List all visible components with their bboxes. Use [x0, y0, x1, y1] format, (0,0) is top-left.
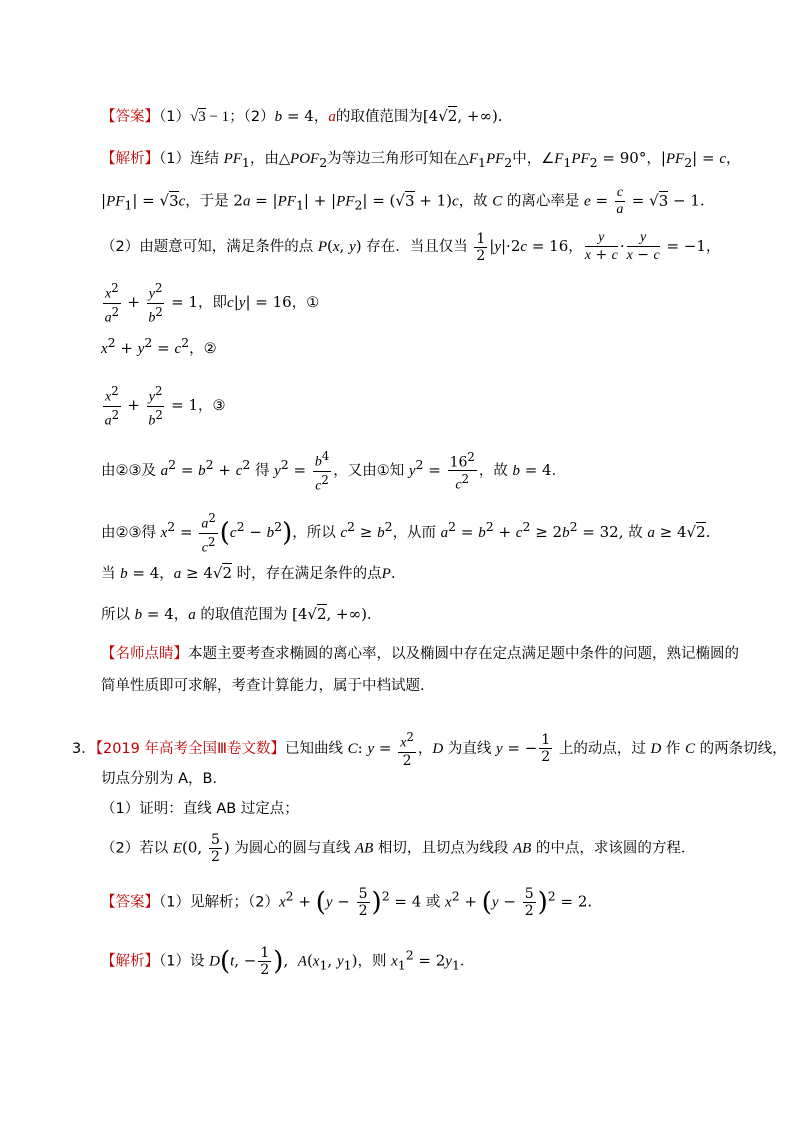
- analysis-line-6: $\frac{x^2}{a^2}$ + $\frac{y^2}{b^2}$ = 1，③: [104, 384, 226, 429]
- q3-analysis-tag: 【解析】: [101, 953, 159, 970]
- teacher-note-tag: 【名师点睛】: [101, 646, 188, 662]
- teacher-note-line-1: 【名师点睛】本题主要考查求椭圆的离心率，以及椭圆中存在定点满足题中条件的问题，熟记椭圆的: [101, 646, 739, 662]
- answer-tag: 【答案】: [101, 109, 159, 125]
- question-3-part-2: （2）若以 E(0, $\frac{5}{2}$ ) 为圆心的圆与直线 AB 相切，且切点为线段 AB 的中点，求该圆的方程．: [101, 832, 696, 865]
- analysis-tag: 【解析】: [101, 151, 159, 167]
- question-3-line-2: 切点分别为 A，B．: [101, 771, 227, 787]
- q3-answer-tag: 【答案】: [101, 894, 159, 911]
- analysis-line-5: $x^2 + y^2 = c^2$，②: [101, 335, 217, 357]
- analysis-line-3: （2）由题意可知，满足条件的点 P(x, y) 存在．当且仅当 $\frac{1}{2}$ |y|·2c = 16， $\frac{y}{x + c}$ · $\frac{y}{x - c}$ = −1，: [101, 230, 721, 264]
- answer-line-1: 【答案】（1）√3 − 1；（2）b = 4，a的取值范围为[4√2, +∞).: [101, 107, 503, 125]
- question-source: 【2019 年高考全国Ⅲ卷文数】: [95, 740, 285, 757]
- analysis-line-10: 所以 b = 4，a 的取值范围为 [4√2, +∞)．: [101, 605, 382, 623]
- analysis-line-8: 由②③得 $x^2$ = $\frac{a^2}{c^2}$ $(c^2 - b^2)$，所以 $c^2 \ge b^2$，从而 $a^2 = b^2 + c^2 \ge 2b^2 = 32$, 故 a ≥ 4√2.: [101, 511, 711, 556]
- analysis-line-7: 由②③及 $a^2 = b^2 + c^2$ 得 $y^2$ = $\frac{b^4}{c^2}$ ，又由①知 $y^2$ = $\frac{16^2}{c^2}$ ，故 b = 4．: [101, 449, 567, 494]
- analysis-line-9: 当 b = 4，a ≥ 4√2 时，存在满足条件的点P.: [101, 564, 396, 582]
- question-3-line-1: 3．【2019 年高考全国Ⅲ卷文数】已知曲线 C: y = $\frac{x^2}{2}$ ，D 为直线 y = − $\frac{1}{2}$ 上的动点，过 D 作 C 的两条切线，: [72, 730, 787, 769]
- q3-analysis-line: 【解析】（1）设 D(t, − $\frac{1}{2}$ ), $A(x_1$, $y_1$)，则 $x_1^2 = 2y_1$．: [101, 945, 475, 978]
- teacher-note-line-2: 简单性质即可求解，考查计算能力，属于中档试题.: [101, 678, 425, 694]
- answer-part1-value: √3 − 1: [189, 109, 230, 125]
- analysis-line-1: 【解析】（1）连结 $PF_1$，由$\triangle POF_2$为等边三角形可知在$\triangle F_1PF_2$中，$\angle F_1PF_2 = 90^\circ$，$|PF_2| = c$，: [101, 149, 741, 170]
- analysis-line-4: $\frac{x^2}{a^2}$ + $\frac{y^2}{b^2}$ = 1，即c|y| = 16，①: [104, 281, 320, 326]
- question-3-part-1: （1）证明：直线 AB 过定点；: [101, 801, 299, 817]
- analysis-line-2: $|PF_1| = √3c$，于是 $2a = |PF_1| + |PF_2| = (√3 + 1)c$，故 C 的离心率是 e = $\frac{c}{a}$ = √3 − 1.: [101, 185, 705, 217]
- q3-answer-line: 【答案】（1）见解析；$(2)x^2 + (y$ − $\frac{5}{2}$ )$^2$ = 4 或 $x^2 + (y$ − $\frac{5}{2}$ )$^2$ = 2.: [101, 886, 593, 919]
